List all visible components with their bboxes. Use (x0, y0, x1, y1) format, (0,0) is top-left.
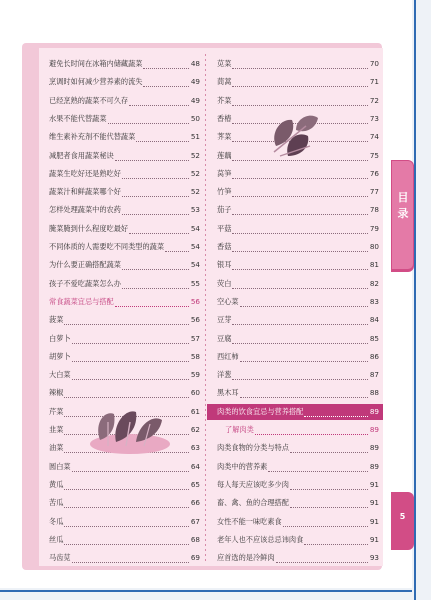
toc-entry-title: 洋葱 (217, 370, 232, 380)
toc-entry[interactable] (207, 166, 383, 182)
toc-entry-page: 87 (369, 370, 379, 380)
toc-entry-title: 苦瓜 (49, 498, 64, 508)
toc-entry[interactable] (39, 221, 204, 237)
toc-entry-leader (122, 287, 189, 289)
toc-entry-title: 空心菜 (217, 296, 239, 306)
toc-entry-title: 维生素补充剂不能代替蔬菜 (49, 132, 136, 142)
toc-entry-leader (122, 268, 189, 270)
toc-entry[interactable] (207, 422, 383, 438)
spinach-illustration-icon (266, 106, 322, 162)
toc-entry-page: 64 (190, 461, 200, 471)
toc-entry[interactable] (207, 514, 383, 530)
toc-entry-page: 67 (190, 516, 200, 526)
toc-entry-title: 畜、禽、鱼的合理搭配 (217, 498, 289, 508)
toc-entry-leader (283, 525, 368, 527)
toc-entry-page: 69 (190, 553, 200, 563)
toc-entry-leader (240, 305, 368, 307)
toc-entry-leader (232, 287, 367, 289)
toc-entry-page: 65 (190, 479, 200, 489)
toc-entry-title: 蔬菜汁和鲜蔬菜哪个好 (49, 187, 121, 197)
toc-entry-page: 57 (190, 333, 200, 343)
toc-entry-title: 香椿 (217, 113, 232, 123)
toc-entry[interactable] (207, 477, 383, 493)
toc-entry-page: 48 (190, 59, 200, 68)
toc-entry[interactable] (39, 276, 204, 292)
toc-entry-leader (232, 67, 367, 69)
toc-entry-page: 49 (190, 77, 200, 87)
toc-entry-title: 豆腐 (217, 333, 232, 343)
toc-entry-title: 平菇 (217, 223, 232, 233)
toc-entry-page: 52 (190, 187, 200, 197)
toc-entry-title: 油菜 (49, 443, 64, 453)
toc-entry-leader (72, 342, 189, 344)
toc-entry-page: 88 (369, 388, 379, 398)
toc-entry-title: 肉类食物的分类与特点 (217, 443, 289, 453)
toc-entry-leader (232, 250, 367, 252)
toc-entry-title: 肉类的饮食宜忌与营养搭配 (217, 406, 304, 416)
page-number-tab (391, 492, 414, 550)
toc-entry-page: 73 (369, 113, 379, 123)
toc-entry-title: 西红柿 (217, 351, 239, 361)
toc-entry-page: 93 (369, 553, 379, 563)
toc-entry-leader (64, 323, 188, 325)
toc-entry-title: 为什么要正确搭配蔬菜 (49, 260, 121, 270)
toc-entry-page: 78 (369, 205, 379, 215)
toc-entry[interactable] (39, 514, 204, 530)
toc-entry-page: 60 (190, 388, 200, 398)
toc-entry-page: 81 (369, 260, 379, 270)
toc-entry-page: 62 (190, 425, 200, 434)
toc-entry-title: 芥菜 (217, 95, 232, 105)
toc-entry[interactable] (39, 74, 204, 90)
toc-entry-page: 53 (190, 205, 200, 215)
toc-entry[interactable] (39, 459, 204, 475)
toc-entry-leader (165, 250, 189, 252)
toc-entry[interactable] (39, 129, 204, 145)
toc-entry-leader (232, 85, 367, 87)
toc-entry-leader (129, 232, 189, 234)
toc-entry-leader (72, 360, 189, 362)
toc-entry[interactable] (39, 166, 204, 182)
toc-entry-leader (122, 177, 189, 179)
toc-entry-title: 避免长时间在冰箱内储藏蔬菜 (49, 59, 143, 68)
toc-entry-leader (304, 415, 368, 417)
toc-entry[interactable] (207, 257, 383, 273)
toc-entry-title: 腌菜腌到什么程度吃最好 (49, 223, 129, 233)
toc-entry-title: 黄瓜 (49, 479, 64, 489)
toc-entry-page: 82 (369, 278, 379, 288)
toc-entry-page: 58 (190, 351, 200, 361)
toc-entry-page: 89 (369, 461, 379, 471)
toc-entry-title: 丝瓜 (49, 534, 64, 544)
toc-entry-page: 61 (190, 406, 200, 416)
page-edge-right (412, 0, 431, 600)
toc-entry[interactable] (207, 550, 383, 566)
toc-entry-leader (64, 525, 188, 527)
toc-entry[interactable] (207, 276, 383, 292)
toc-entry[interactable] (207, 331, 383, 347)
toc-entry[interactable] (39, 111, 204, 127)
page-edge-bottom (0, 588, 412, 600)
toc-entry-title: 辣椒 (49, 388, 64, 398)
toc-entry-leader (72, 378, 189, 380)
toc-entry[interactable] (207, 385, 383, 401)
toc-entry-page: 89 (369, 406, 379, 416)
toc-entry[interactable] (39, 257, 204, 273)
toc-entry-leader (276, 561, 368, 563)
toc-entry-page: 91 (369, 516, 379, 526)
toc-entry-page: 80 (369, 242, 379, 251)
toc-entry-title: 女性不能一味吃素食 (217, 516, 282, 526)
toc-entry[interactable] (39, 93, 204, 109)
toc-entry-leader (232, 268, 367, 270)
toc-entry-leader (72, 561, 189, 563)
toc-entry-page: 84 (369, 315, 379, 325)
toc-entry-leader (129, 104, 189, 106)
toc-entry-page: 89 (369, 425, 379, 434)
toc-entry[interactable] (207, 184, 383, 200)
toc-entry-page: 63 (190, 443, 200, 453)
toc-entry-leader (136, 140, 189, 142)
toc-entry-page: 68 (190, 534, 200, 544)
toc-entry[interactable] (39, 202, 204, 218)
toc-entry-page: 56 (190, 315, 200, 325)
toc-entry-page: 75 (369, 150, 379, 160)
toc-entry-page: 89 (369, 443, 379, 453)
toc-entry-title: 了解肉类 (225, 425, 254, 434)
toc-entry-title: 圆白菜 (49, 461, 71, 471)
greens-illustration-icon (86, 404, 174, 456)
toc-entry-title: 肉类中的营养素 (217, 461, 268, 471)
toc-entry-page: 52 (190, 150, 200, 160)
toc-entry[interactable] (39, 349, 204, 365)
toc-entry-title: 马齿苋 (49, 553, 71, 563)
toc-entry-page: 59 (190, 370, 200, 380)
toc-entry-leader (232, 177, 367, 179)
toc-entry-title: 苋菜 (217, 59, 232, 68)
toc-entry[interactable] (39, 312, 204, 328)
toc-entry-page: 51 (190, 132, 200, 142)
toc-entry-title: 莴笋 (217, 168, 232, 178)
toc-entry[interactable] (39, 495, 204, 511)
toc-entry-title: 芹菜 (49, 406, 64, 416)
toc-entry-title: 荠菜 (217, 132, 232, 142)
toc-entry[interactable] (39, 532, 204, 548)
toc-entry-leader (232, 323, 367, 325)
toc-entry-page: 66 (190, 498, 200, 508)
toc-entry-page: 91 (369, 498, 379, 508)
toc-entry-title: 大白菜 (49, 370, 71, 380)
toc-entry-page: 91 (369, 479, 379, 489)
toc-entry-page: 55 (190, 278, 200, 288)
toc-entry-leader (232, 232, 367, 234)
toc-column-left (39, 48, 204, 566)
toc-entry[interactable] (39, 367, 204, 383)
toc-entry-leader (240, 396, 368, 398)
toc-entry-leader (290, 451, 368, 453)
toc-entry-page: 71 (369, 77, 379, 87)
toc-entry[interactable] (207, 202, 383, 218)
toc-entry[interactable] (207, 221, 383, 237)
toc-entry-page: 70 (369, 59, 379, 68)
toc-entry-leader (115, 159, 189, 161)
toc-entry-leader (240, 360, 368, 362)
toc-entry[interactable] (39, 56, 204, 72)
toc-entry-page: 86 (369, 351, 379, 361)
toc-entry-page: 79 (369, 223, 379, 233)
toc-entry-title: 豆芽 (217, 315, 232, 325)
toc-entry[interactable] (39, 184, 204, 200)
toc-entry[interactable] (207, 532, 383, 548)
toc-entry-leader (232, 378, 367, 380)
toc-entry-page: 52 (190, 168, 200, 178)
toc-entry-leader (122, 195, 189, 197)
toc-entry-leader (64, 543, 188, 545)
toc-entry-title: 怎样处理蔬菜中的农药 (49, 205, 121, 215)
toc-entry-page: 54 (190, 260, 200, 270)
toc-entry-page: 56 (190, 296, 200, 306)
toc-side-tab-title: 目录 (397, 191, 409, 220)
toc-entry-title: 已经烹熟的蔬菜不可久存 (49, 95, 129, 105)
toc-entry-title: 茼蒿 (217, 77, 232, 87)
toc-entry-title: 应首选的是冷鲜肉 (217, 553, 275, 563)
toc-entry-title: 荧白 (217, 278, 232, 288)
toc-entry-title: 每人每天应该吃多少肉 (217, 479, 289, 489)
toc-entry-page: 54 (190, 223, 200, 233)
toc-entry[interactable] (39, 550, 204, 566)
toc-entry-leader (255, 433, 368, 435)
toc-entry-title: 胡萝卜 (49, 351, 71, 361)
toc-entry-leader (304, 543, 368, 545)
toc-entry-leader (108, 122, 189, 124)
toc-entry[interactable] (207, 56, 383, 72)
column-divider-dots (205, 54, 206, 562)
toc-entry-leader (143, 85, 188, 87)
toc-entry-leader (232, 213, 367, 215)
page-number: 5 (399, 512, 406, 521)
toc-entry-title: 蔬菜生吃好还是熟吃好 (49, 168, 121, 178)
toc-entry[interactable] (207, 294, 383, 310)
toc-entry[interactable] (207, 404, 383, 420)
toc-entry[interactable] (39, 477, 204, 493)
toc-entry-leader (232, 342, 367, 344)
toc-entry[interactable] (39, 239, 204, 255)
toc-entry-leader (143, 67, 188, 69)
toc-entry[interactable] (207, 74, 383, 90)
toc-entry-page: 83 (369, 296, 379, 306)
toc-entry-leader (290, 488, 368, 490)
toc-entry-title: 竹笋 (217, 187, 232, 197)
toc-entry[interactable] (207, 312, 383, 328)
toc-entry-title: 减肥者食用蔬菜秘诀 (49, 150, 114, 160)
toc-entry-title: 常食蔬菜宜忌与搭配 (49, 296, 114, 306)
toc-entry-title: 莲藕 (217, 150, 232, 160)
toc-entry[interactable] (39, 385, 204, 401)
toc-entry-title: 水果不能代替蔬菜 (49, 113, 107, 123)
toc-entry-title: 老年人也不应该总忌讳肉食 (217, 534, 304, 544)
toc-entry-leader (72, 470, 189, 472)
toc-entry[interactable] (207, 495, 383, 511)
toc-entry-leader (64, 396, 188, 398)
toc-entry-leader (232, 195, 367, 197)
toc-entry-title: 烹调时如何减少营养素的流失 (49, 77, 143, 87)
toc-entry[interactable] (39, 294, 204, 310)
toc-entry-page: 50 (190, 113, 200, 123)
toc-entry-leader (290, 506, 368, 508)
toc-entry-title: 菠菜 (49, 315, 64, 325)
toc-entry-title: 冬瓜 (49, 516, 64, 526)
toc-entry-page: 91 (369, 534, 379, 544)
toc-entry[interactable] (207, 239, 383, 255)
toc-entry-page: 74 (369, 132, 379, 142)
toc-entry[interactable] (39, 148, 204, 164)
toc-entry-title: 白萝卜 (49, 333, 71, 343)
toc-entry-leader (64, 488, 188, 490)
toc-entry[interactable] (207, 367, 383, 383)
toc-entry-leader (122, 213, 189, 215)
toc-entry-page: 85 (369, 333, 379, 343)
toc-entry-title: 孩子不爱吃蔬菜怎么办 (49, 278, 121, 288)
toc-entry[interactable] (207, 440, 383, 456)
toc-entry-leader (64, 506, 188, 508)
toc-entry-title: 韭菜 (49, 425, 64, 434)
toc-entry[interactable] (39, 331, 204, 347)
toc-entry-page: 72 (369, 95, 379, 105)
toc-entry-leader (268, 470, 368, 472)
toc-entry-title: 银耳 (217, 260, 232, 270)
toc-entry-page: 49 (190, 95, 200, 105)
toc-entry[interactable] (207, 349, 383, 365)
toc-entry-title: 茄子 (217, 205, 232, 215)
toc-entry-title: 黑木耳 (217, 388, 239, 398)
toc-entry-title: 不同体质的人需要吃不同类型的蔬菜 (49, 242, 165, 251)
toc-entry-title: 香菇 (217, 242, 232, 251)
toc-entry-leader (115, 305, 189, 307)
toc-entry-page: 76 (369, 168, 379, 178)
toc-entry[interactable] (207, 459, 383, 475)
toc-entry-page: 77 (369, 187, 379, 197)
toc-entry-page: 54 (190, 242, 200, 251)
